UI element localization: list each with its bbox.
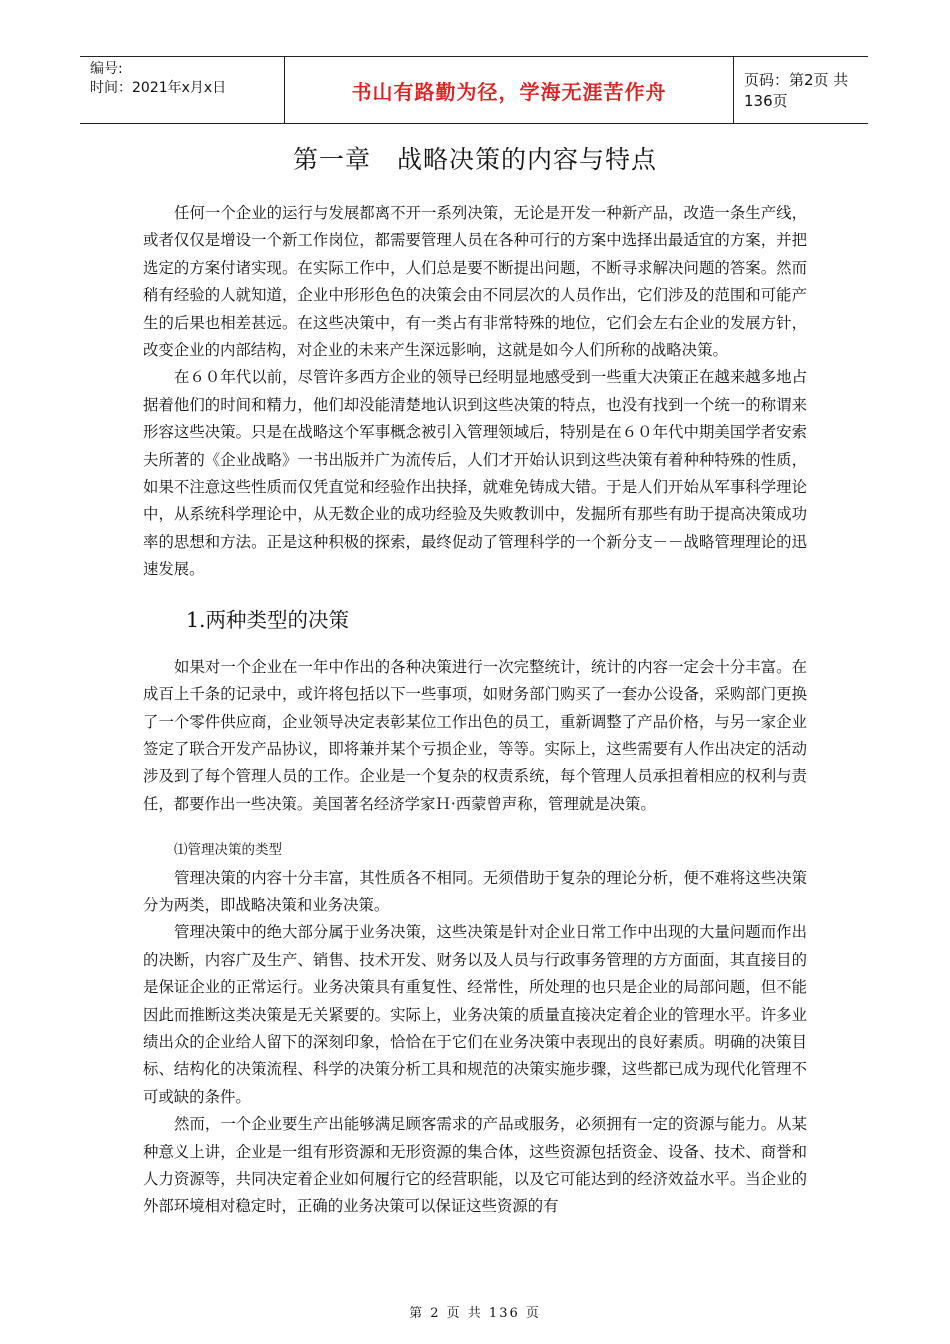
paragraph: 然而，一个企业要生产出能够满足顾客需求的产品或服务，必须拥有一定的资源与能力。从某种意义上讲，企业是一组有形资源和无形资源的集合体，这些资源包括资金、设备、技术、商誉和人力资源等，共同决定着企业如何履行它的经营职能，以及它可能达到的经济效益水平。当企业的外部环境相对稳定时，正确的业务决策可以保证这些资源的有 [143, 1115, 807, 1216]
header-page-cell [734, 57, 868, 123]
header-meta [80, 57, 284, 123]
paragraph: 如果对一个企业在一年中作出的各种决策进行一次完整统计，统计的内容一定会十分丰富。在成百上千条的记录中，或许将包括以下一些事项，如财务部门购买了一套办公设备，采购部门更换了一个零件供应商，企业领导决定表彰某位工作出色的员工，重新调整了产品价格，与另一家企业签定了联合开发产品协议，即将兼并某个亏损企业，等等。实际上，这些需要有人作出决定的活动涉及到了每个管理人员的工作。企业是一个复杂的权责系统，每个管理人员承担着相应的权利与责任，都要作出一些决策。美国著名经济学家Ｈ·西蒙曾声称，管理就是决策。 [143, 657, 807, 813]
paragraph: 在６０年代以前，尽管许多西方企业的领导已经明显地感受到一些重大决策正在越来越多地占据着他们的时间和精力，他们却没能清楚地认识到这些决策的特点，也没有找到一个统一的称谓来形容这些决策。只是在战略这个军事概念被引入管理领域后，特别是在６０年代中期美国学者安索夫所著的《企业战略》一书出版并广为流传后，人们才开始认识到这些决策有着种种特殊的性质，如果不注意这些性质而仅凭直觉和经验作出抉择，就难免铸成大错。于是人们开始从军事科学理论中，从系统科学理论中，从无数企业的成功经验及失败教训中，发掘所有那些有助于提高决策成功率的思想和方法。正是这种积极的探索，最终促动了管理科学的一个新分支－－战略管理理论的迅速发展。 [143, 368, 807, 579]
paragraph: 任何一个企业的运行与发展都离不开一系列决策，无论是开发一种新产品，改造一条生产线，或者仅仅是增设一个新工作岗位，都需要管理人员在各种可行的方案中选择出最适宜的方案，并把选定的方案付诸实现。在实际工作中，人们总是要不断提出问题，不断寻求解决问题的答案。然而稍有经验的人就知道，企业中形形色色的决策会由不同层次的人员作出，它们涉及的范围和可能产生的后果也相差甚远。在这些决策中，有一类占有非常特殊的地位，它们会左右企业的发展方针，改变企业的内部结构，对企业的未来产生深远影响，这就是如今人们所称的战略决策。 [143, 204, 807, 360]
document-body [143, 200, 807, 1221]
page-footer: 第 2 页 共 136 页 [409, 1306, 541, 1321]
paragraph: 管理决策的内容十分丰富，其性质各不相同。无须借助于复杂的理论分析，便不难将这些决策分为两类，即战略决策和业务决策。 [143, 868, 807, 914]
page-header [80, 56, 868, 124]
motto: 书山有路勤为径，学海无涯苦作舟 [351, 79, 667, 104]
header-motto-cell [284, 57, 734, 123]
paragraph: 管理决策中的绝大部分属于业务决策，这些决策是针对企业日常工作中出现的大量问题而作出的决断，内容广及生产、销售、技术开发、财务以及人员与行政事务管理的方方面面，其直接目的是保证企业的正常运行。业务决策具有重复性、经常性，所处理的也只是企业的局部问题，但不能因此而推断这类决策是无关紧要的。实际上，业务决策的质量直接决定着企业的管理水平。许多业绩出众的企业给人留下的深刻印象，恰恰在于它们在业务决策中表现出的良好素质。明确的决策目标、结构化的决策流程、科学的决策分析工具和规范的决策实施步骤，这些都已成为现代化管理不可或缺的条件。 [143, 923, 807, 1106]
page-label: 页码：第2页 共136页 [744, 71, 849, 110]
chapter-title: 第一章 战略决策的内容与特点 [292, 145, 657, 174]
section-heading: 1.两种类型的决策 [186, 607, 350, 632]
subsection-heading: ⑴管理决策的类型 [174, 842, 282, 859]
time-label: 时间：2021年x月x日 [90, 80, 227, 96]
number-label: 编号: [90, 61, 123, 77]
